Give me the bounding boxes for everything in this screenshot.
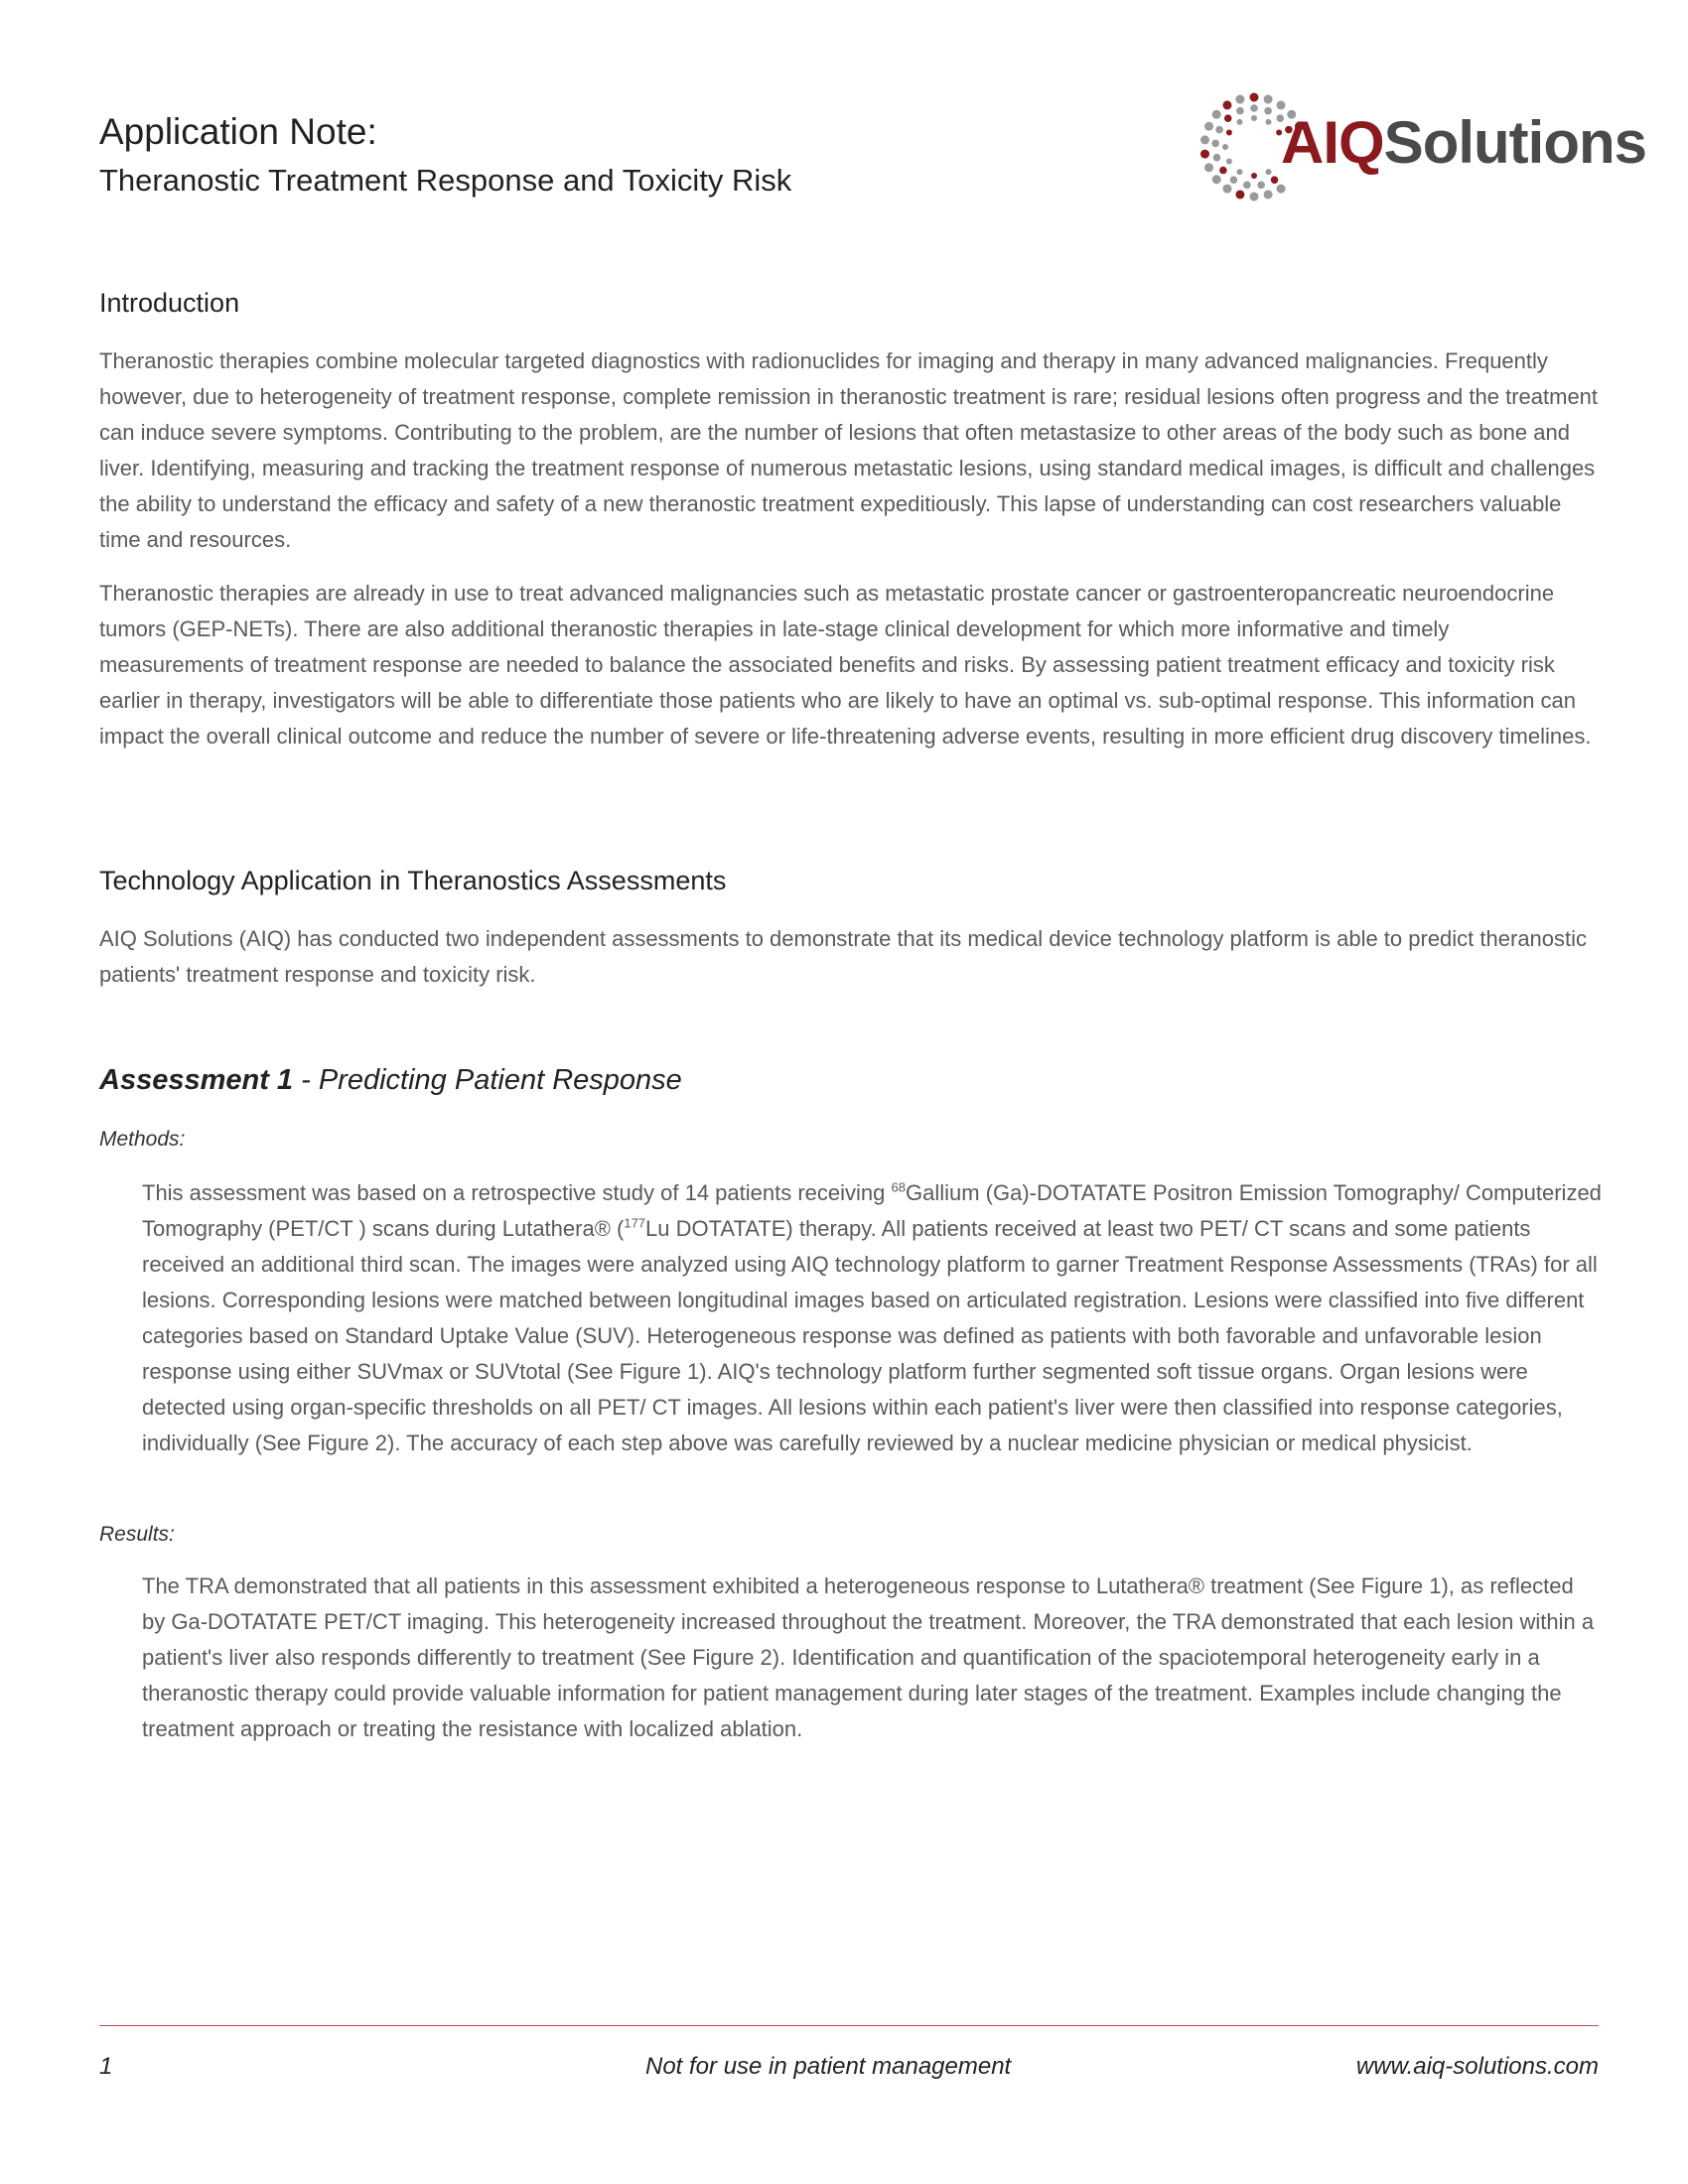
logo-dot (1235, 190, 1244, 199)
logo-text-solutions: Solutions (1383, 109, 1646, 176)
footer-website-link[interactable]: www.aiq-solutions.com (1355, 2053, 1599, 2080)
logo-dot (1266, 169, 1272, 175)
logo-dot (1204, 163, 1213, 172)
logo-dot (1277, 185, 1286, 194)
intro-paragraph-1: Theranostic therapies combine molecular targeted diagnostics with radionuclides for imaging and therapy in many advanced malignancies. Frequently however, due to heterogeneity of treatment response, complete remission in theranostic treatment is rare; residual lesions often progress and the treatment can induce severe symptoms. Contributing to the problem, are the number of lesions that often metastasize to other areas of the body such as bone and liver. Identifying, measuring and tracking the treatment response of numerous metastatic lesions, using standard medical images, is difficult and challenges the ability to understand the efficacy and safety of a new theranostic treatment expeditiously. This lapse of understanding can cost researchers valuable time and resources. (99, 348, 1599, 552)
logo-dot (1250, 104, 1258, 112)
logo-dot (1250, 93, 1259, 102)
methods-paragraph: This assessment was based on a retrospective study of 14 patients receiving $^{68}$Gallium (Ga)-DOTATATE Positron Emission Tomography/ Computerized Tomography (PET/CT ) scans during Lutathera® ($^{177}$Lu DOTATATE) therapy. All patients received at least two PET/ CT scans and some patients received an additional third scan. The images were analyzed using AIQ technology platform to garner Treatment Response Assessments (TRAs) for all lesions. Corresponding lesions were matched between longitudinal images based on articulated registration. Lesions were classified into five different categories based on Standard Uptake Value (SUV). Heterogeneous response was defined as patients with both favorable and unfavorable lesion response using either SUVmax or SUVtotal (See Figure 1). AIQ's technology platform further segmented soft tissue organs. Organ lesions were detected using organ-specific thresholds on all PET/ CT images. All lesions within each patient's liver were then classified into response categories, individually (See Figure 2). The accuracy of each step above was carefully reviewed by a nuclear medicine physician or medical physicist. (142, 1179, 1602, 1455)
logo-dot (1237, 169, 1243, 175)
logo-dot (1226, 130, 1232, 136)
results-paragraph: The TRA demonstrated that all patients in this assessment exhibited a heterogeneous response to Lutathera® treatment (See Figure 1), as reflected by Ga-DOTATATE PET/CT imaging. This heterogeneity increased throughout the treatment. Moreover, the TRA demonstrated that each lesion within a patient's liver also responds differently to treatment (See Figure 2). Identification and quantification of the spaciotemporal heterogeneity early in a theranostic therapy could provide valuable information for patient management during later stages of the treatment. Examples include changing the treatment approach or treating the resistance with localized ablation. (142, 1573, 1595, 1741)
logo-dot (1236, 107, 1244, 115)
logo-dot (1222, 185, 1231, 194)
logo-dot (1251, 173, 1257, 179)
intro-paragraph-2: Theranostic therapies are already in use to treat advanced malignancies such as metastatic prostate cancer or gastroenteropancreatic neuroendocrine tumors (GEP-NETs). There are also additional theranostic therapies in late-stage clinical development for which more informative and timely measurements of treatment response are needed to balance the associated benefits and risks. By assessing patient treatment efficacy and toxicity risk earlier in therapy, investigators will be able to differentiate those patients who are likely to have an optimal vs. sub-optimal response. This information can impact the overall clinical outcome and reduce the number of severe or life-threatening adverse events, resulting in more efficient drug discovery timelines. (99, 581, 1592, 749)
logo-dot (1264, 190, 1273, 199)
technology-paragraph: AIQ Solutions (AIQ) has conducted two independent assessments to demonstrate that its medical device technology platform is able to predict theranostic patients' treatment response and toxicity risk. (99, 926, 1588, 987)
logo-dot (1222, 144, 1228, 150)
page-number: 1 (99, 2053, 113, 2080)
logo-dot (1222, 100, 1231, 109)
logo-dot (1226, 159, 1232, 165)
methods-label: Methods: (99, 1128, 186, 1151)
section-heading-technology: Technology Application in Theranostics Assessments (99, 866, 727, 895)
logo-dot (1204, 122, 1213, 131)
logo-dot (1251, 115, 1257, 121)
logo-dot (1200, 150, 1209, 159)
logo-dot (1264, 95, 1273, 104)
assessment-heading: Assessment 1 - Predicting Patient Response (99, 1064, 682, 1096)
logo-dot (1211, 140, 1219, 148)
section-heading-introduction: Introduction (99, 288, 240, 318)
footer-notice: Not for use in patient management (645, 2053, 1012, 2080)
logo-dot (1219, 167, 1227, 175)
logo-dot (1235, 95, 1244, 104)
logo-text-aiq: AIQ (1281, 109, 1384, 176)
page-title: Application Note: (99, 111, 377, 152)
results-label: Results: (99, 1523, 175, 1546)
logo-dot (1200, 135, 1209, 144)
page-subtitle: Theranostic Treatment Response and Toxicity Risk (99, 163, 792, 198)
logo-dot (1243, 182, 1251, 190)
logo-dot (1266, 119, 1272, 125)
logo-dot (1224, 114, 1232, 122)
logo-dot (1215, 126, 1223, 134)
logo-dot (1230, 176, 1238, 184)
logo-dot (1264, 107, 1272, 115)
logo-dot (1212, 175, 1221, 184)
logo-dot (1237, 119, 1243, 125)
logo-dot (1257, 182, 1265, 190)
logo-dot (1212, 110, 1221, 119)
company-logo (1196, 91, 1646, 203)
logo-dot (1250, 193, 1259, 202)
footer-divider (99, 2025, 1599, 2026)
logo-dot (1271, 176, 1279, 184)
logo-dot (1213, 154, 1221, 162)
